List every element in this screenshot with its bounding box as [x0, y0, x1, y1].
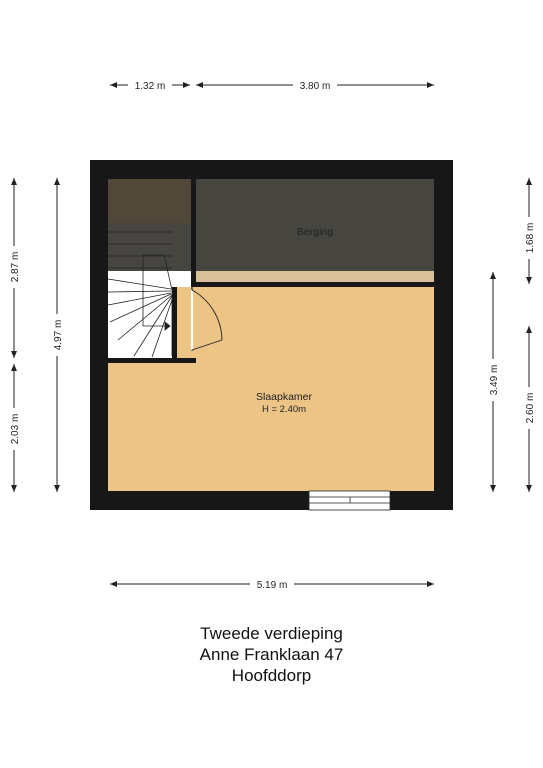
floor-plan-caption [0, 623, 543, 686]
room-label-bedroom: Slaapkamer [255, 391, 313, 403]
stair-wall-bottom [108, 358, 196, 363]
dim-label-left-lower: 2.03 m [10, 413, 21, 445]
stairwell-upper-shade [108, 179, 191, 223]
dim-label-right-mid: 3.49 m [489, 364, 500, 396]
window [309, 491, 390, 510]
room-storage [196, 179, 434, 271]
caption-address: Anne Franklaan 47 [199, 645, 344, 664]
stair-railing [172, 287, 177, 358]
dim-label-bottom: 5.19 m [256, 580, 288, 591]
stair-wall-right [191, 179, 196, 287]
dim-label-top-left: 1.32 m [134, 81, 166, 92]
caption-city: Hoofddorp [231, 666, 312, 685]
stair-landing [177, 287, 191, 358]
room-height-bedroom: H = 2.40m [261, 404, 307, 415]
room-label-storage: Berging [296, 226, 334, 238]
storage-floor-strip [196, 271, 434, 282]
storage-wall [196, 282, 434, 287]
dim-label-right-lower: 2.60 m [525, 392, 536, 424]
dim-label-left-total: 4.97 m [53, 319, 64, 351]
dim-label-right-upper: 1.68 m [525, 222, 536, 254]
dim-label-top-right: 3.80 m [299, 81, 331, 92]
dim-label-left-upper: 2.87 m [10, 251, 21, 283]
caption-floor-name: Tweede verdieping [200, 624, 343, 643]
